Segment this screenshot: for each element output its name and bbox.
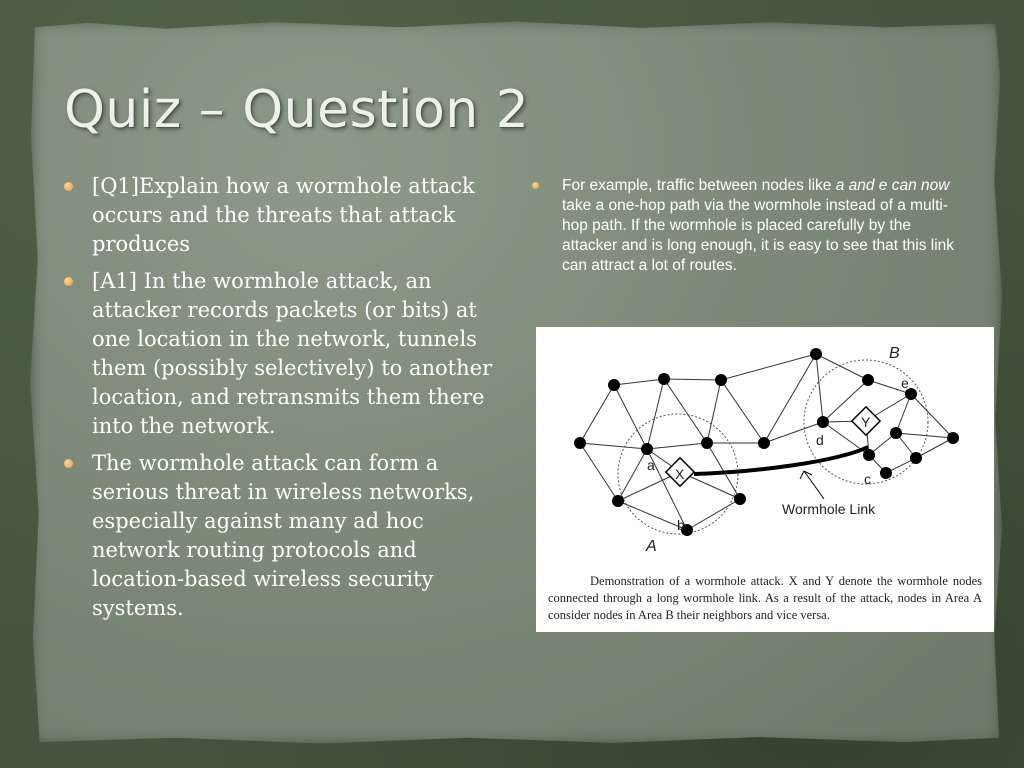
bullet-answer [64, 267, 504, 441]
network-node [641, 443, 653, 455]
label-b: b [677, 517, 685, 533]
network-node [612, 495, 624, 507]
network-edge [664, 379, 707, 443]
network-node [574, 437, 586, 449]
bullet-icon [64, 459, 73, 468]
bullet-example [532, 176, 962, 276]
bullet-threat [64, 449, 504, 623]
network-edge [896, 433, 953, 438]
network-edge [647, 443, 707, 449]
network-node [715, 374, 727, 386]
example-suffix: take a one-hop path via the wormhole instead of a multi-hop path. If the wormhole is placed carefully by the attacker and is long enough, it is easy to see that this link can attract a lot of routes. [562, 197, 955, 274]
network-node [701, 437, 713, 449]
network-node [817, 416, 829, 428]
network-edge [721, 380, 764, 443]
wormhole-link-line [694, 447, 868, 474]
network-node [863, 449, 875, 461]
wormhole-arrow [804, 471, 824, 499]
network-node [758, 437, 770, 449]
network-edge [916, 438, 953, 458]
network-edge [816, 354, 823, 422]
left-bullet-list [64, 172, 504, 631]
example-prefix: For example, traffic between nodes like [562, 177, 836, 194]
network-node [810, 348, 822, 360]
label-area-b: B [889, 345, 900, 362]
network-node [862, 374, 874, 386]
network-edge [614, 385, 647, 449]
wormhole-arrowhead [800, 471, 812, 479]
label-wormhole-link: Wormhole Link [782, 501, 876, 517]
label-e: e [901, 375, 909, 391]
network-node [890, 427, 902, 439]
network-edge [911, 394, 953, 438]
network-edge [896, 394, 911, 433]
network-node [910, 452, 922, 464]
network-edge [707, 380, 721, 443]
network-node [880, 467, 892, 479]
label-y: Y [861, 414, 871, 430]
network-edge [687, 499, 740, 530]
slide-title: Quiz – Question 2 [64, 80, 530, 140]
example-italic: a and e can now [835, 177, 950, 194]
network-edge [614, 379, 664, 385]
bullet-icon [64, 182, 73, 191]
label-d: d [816, 432, 824, 448]
network-edge [580, 443, 647, 449]
bullet-text: The wormhole attack can form a serious threat in wireless networks, especially against many ad hoc network routing protocols and location-based wireless security systems. [92, 451, 475, 620]
wormhole-figure [536, 327, 994, 632]
label-area-a: A [646, 538, 657, 555]
bullet-icon [532, 182, 539, 189]
bullet-text: [Q1]Explain how a wormhole attack occurs and the threats that attack produces [92, 174, 475, 256]
right-bullet-list [532, 176, 962, 276]
network-edge [721, 354, 816, 380]
network-node [658, 373, 670, 385]
network-edge [764, 422, 823, 443]
bullet-question [64, 172, 504, 259]
network-edge [764, 354, 816, 443]
network-edge [580, 385, 614, 443]
label-c: c [864, 471, 871, 487]
figure-caption: Demonstration of a wormhole attack. X and Y denote the wormhole nodes connected through a long wormhole link. As a result of the attack, nodes in Area A consider nodes in Area B their neighbors and vice versa. [548, 574, 982, 622]
network-edge [580, 443, 618, 501]
network-node [608, 379, 620, 391]
network-edge [647, 379, 664, 449]
wormhole-diagram [536, 327, 994, 567]
network-node [947, 432, 959, 444]
network-edge [664, 379, 721, 380]
bullet-icon [64, 277, 73, 286]
label-a: a [647, 457, 655, 473]
bullet-text: [A1] In the wormhole attack, an attacker records packets (or bits) at one location in the network, tunnels them (possibly selectively) to another location, and retransmits them there into the network. [92, 269, 493, 438]
label-x: X [675, 466, 685, 482]
network-node [734, 493, 746, 505]
network-edge [618, 449, 647, 501]
